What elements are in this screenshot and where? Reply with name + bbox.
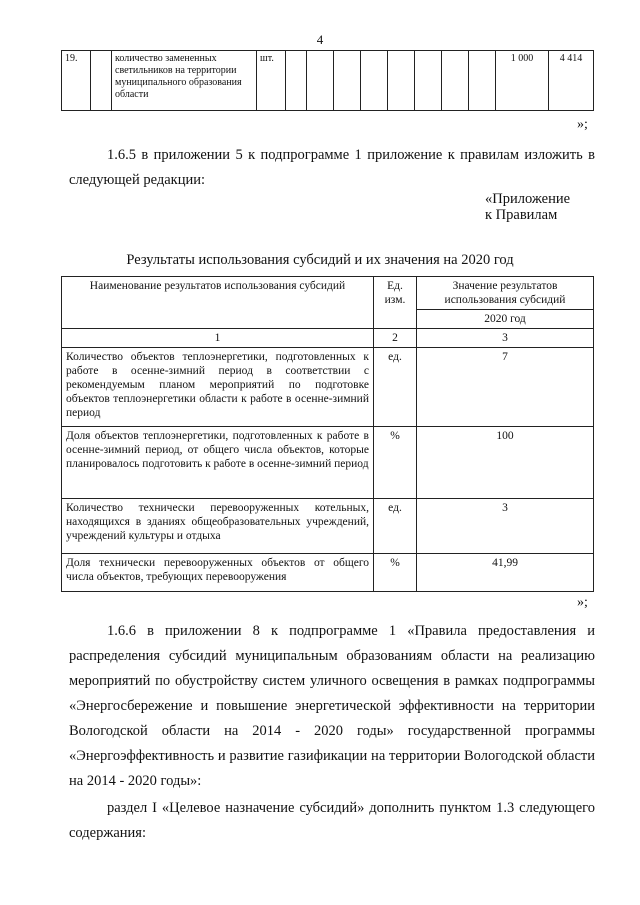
appendix-label: к Правилам — [485, 207, 558, 223]
column-number: 2 — [374, 329, 417, 348]
paragraph: 1.6.5 в приложении 5 к подпрограмме 1 приложение к правилам изложить в следующей редакции: — [69, 147, 595, 188]
result-value: 3 — [417, 499, 594, 554]
table-caption: Результаты использования субсидий и их значения на 2020 год — [126, 252, 514, 268]
unit: шт. — [257, 51, 286, 111]
result-unit: ед. — [374, 499, 417, 554]
top-table — [61, 50, 594, 111]
result-value: 100 — [417, 427, 594, 499]
column-number: 1 — [62, 329, 374, 348]
result-unit: % — [374, 427, 417, 499]
header-name: Наименование результатов использования субсидий — [62, 277, 374, 329]
table-header-row — [62, 277, 594, 310]
column-number: 3 — [417, 329, 594, 348]
header-unit: Ед. изм. — [374, 277, 417, 329]
table-row — [62, 51, 594, 111]
result-value: 7 — [417, 348, 594, 427]
closing-quote: »; — [577, 595, 588, 610]
table-row — [62, 554, 594, 592]
value-cell: 4 414 — [549, 51, 594, 111]
table-row — [62, 427, 594, 499]
header-value: Значение результатов использования субсидий — [417, 277, 594, 310]
value-cell: 1 000 — [496, 51, 549, 111]
closing-quote: »; — [577, 117, 588, 132]
results-table — [61, 276, 594, 592]
result-name: Доля технически перевооруженных объектов от общего числа объектов, требующих перевооружения — [62, 554, 374, 592]
column-number-row — [62, 329, 594, 348]
table-row — [62, 348, 594, 427]
result-value: 41,99 — [417, 554, 594, 592]
result-name: Количество технически перевооруженных котельных, находящихся в зданиях общеобразовательных учреждений, учреждений культуры и отдыха — [62, 499, 374, 554]
row-number: 19. — [62, 51, 91, 111]
result-unit: ед. — [374, 348, 417, 427]
result-name: Количество объектов теплоэнергетики, подготовленных к работе в осенне-зимний период в соответствии с рекомендуемым планом мероприятий по подготовке объектов теплоэнергетики области к работе в осенне-зимний период — [62, 348, 374, 427]
result-unit: % — [374, 554, 417, 592]
table-row — [62, 499, 594, 554]
appendix-label: «Приложение — [485, 191, 571, 207]
indicator-name: количество замененных светильников на территории муниципального образования области — [112, 51, 257, 111]
header-year: 2020 год — [417, 310, 594, 329]
page-number: 4 — [316, 32, 324, 47]
paragraph: раздел I «Целевое назначение субсидий» дополнить пунктом 1.3 следующего содержания: — [69, 800, 595, 841]
result-name: Доля объектов теплоэнергетики, подготовленных к работе в осенне-зимний период, от общего числа объектов, которые планировалось подготовить к работе в осенне-зимний период — [62, 427, 374, 499]
paragraph: 1.6.6 в приложении 8 к подпрограмме 1 «Правила предоставления и распределения субсидий муниципальным образованиям области на реализацию мероприятий по обустройству систем уличного освещения в рамках подпрограммы «Энергосбережение и повышение энергетической эффективности на территории Вологодской области на 2014 - 2020 годы» государственной программы «Энергоэффективность и развитие газификации на территории Вологодской области на 2014 - 2020 годы»: — [69, 623, 595, 789]
